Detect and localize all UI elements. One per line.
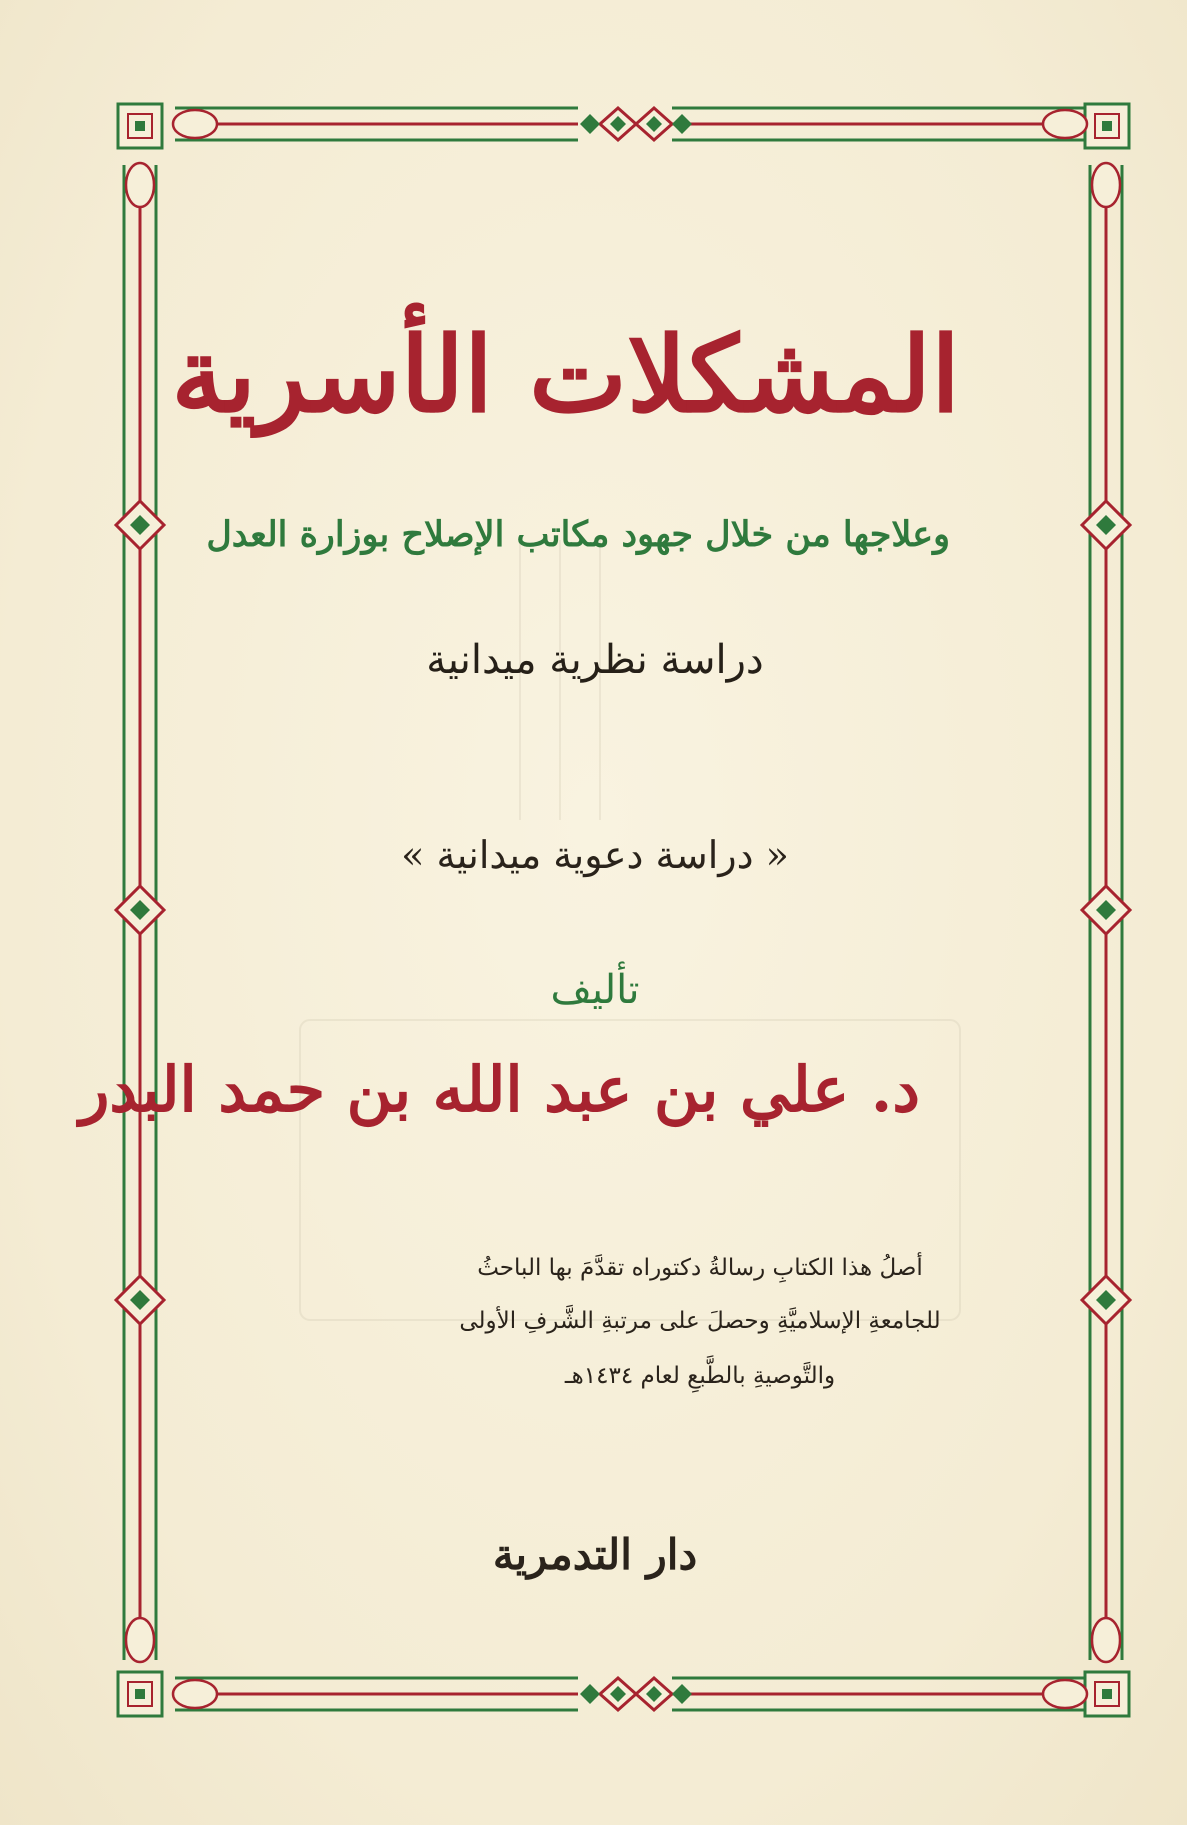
thesis-note-line-3: والتَّوصيةِ بالطَّبعِ لعام ١٤٣٤هـ	[564, 1363, 836, 1389]
corner-bottom-right-icon	[1085, 1672, 1129, 1716]
corner-bottom-left-icon	[118, 1672, 162, 1716]
corner-top-right-icon	[1085, 104, 1129, 148]
top-center-diamonds-icon	[580, 108, 692, 140]
book-title: المشكلات الأسرية	[171, 313, 960, 436]
bottom-center-diamonds-icon	[580, 1678, 692, 1710]
authorship-label: تأليف	[550, 967, 640, 1013]
side-diamonds	[79, 501, 1130, 1324]
corner-top-left-icon	[118, 104, 162, 148]
book-subtitle: وعلاجها من خلال جهود مكاتب الإصلاح بوزارة العدل	[206, 514, 950, 555]
thesis-note-line-2: للجامعةِ الإسلاميَّةِ وحصلَ على مرتبةِ الشَّرفِ الأولى	[459, 1308, 941, 1334]
thesis-note-line-1: أصلُ هذا الكتابِ رسالةُ دكتوراه تقدَّمَ بها الباحثُ	[477, 1255, 923, 1281]
publisher-name: دار التدمرية	[492, 1530, 698, 1579]
author-name: د. علي بن عبد الله بن حمد البدر	[79, 1053, 920, 1126]
study-type: دراسة نظرية ميدانية	[426, 637, 764, 683]
study-type-secondary: « دراسة دعوية ميدانية »	[401, 833, 789, 877]
